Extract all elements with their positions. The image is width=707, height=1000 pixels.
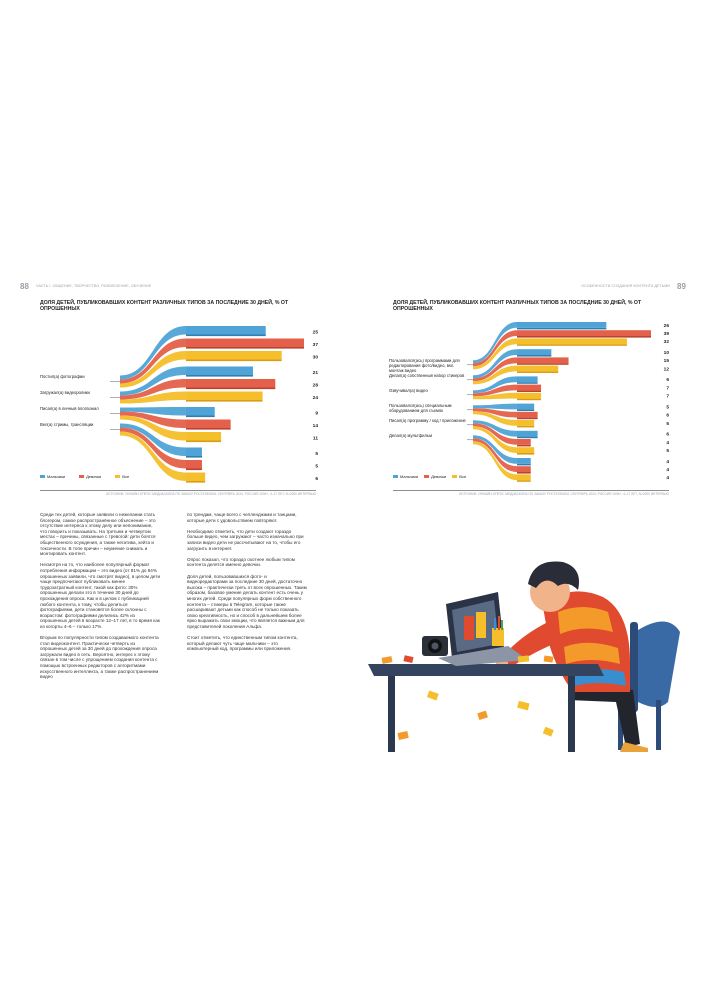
category-label: Пользовался(ась) программами для редактирования фото/видео, вкл. монтаж видео — [389, 359, 460, 373]
boy-legs — [568, 684, 640, 747]
value-label: 30 — [312, 355, 318, 361]
bar-shadow — [186, 416, 215, 418]
legend-right — [393, 474, 466, 479]
bar-shadow — [517, 409, 534, 411]
category-label: Пользовался(ась) специальным оборудованием для съемок — [389, 404, 452, 413]
paragraph: Необходимо отметить, что дети создают гораздо больше видео, чем загружают – часто изначально при записи видео дети не рассчитывают на то, чтобы его загрузить в интернет. — [187, 528, 304, 551]
value-label: 32 — [663, 340, 669, 346]
category-label: Загружал(а) видеоролики — [40, 390, 90, 395]
category-label: Делал(а) собственный набор стикеров — [389, 374, 465, 379]
bar — [186, 460, 202, 469]
swatch-girls — [79, 475, 84, 478]
value-label: 4 — [666, 476, 669, 482]
swatch-boys — [40, 475, 45, 478]
value-label: 4 — [666, 459, 669, 465]
category-label: Постил(а) фотографии — [40, 374, 85, 379]
category-label: Писал(а) программу / код / приложение — [389, 419, 466, 424]
legend-item-boys — [40, 474, 65, 479]
value-label: 28 — [312, 383, 318, 389]
bar — [517, 357, 569, 363]
paragraph: Несмотря на то, что наиболее популярный формат потребления информации – это видео (от 81% до 84% опрошенных заявили, что смотрят видео), в целом дети чаще предпочитают публиковать менее трудозатратный контент, такой как фото: 30% опрошенных делали это в течение 30 дней до прохождения опроса. Как и в целом с публикацией любого контента, к тому, чтобы делиться фотографиями, дети становятся более склонны с возрастом: фотографиями делились 42% из опрошенных детей в возрасте 12–17 лет, в то время как из когорты 4–6 – только 17%. — [40, 562, 161, 629]
paragraph: Опрос показал, что гораздо охотнее любым типом контента делятся именно девочки. — [187, 556, 295, 568]
bar — [517, 458, 531, 464]
value-label: 26 — [663, 323, 669, 329]
bar-shadow — [517, 464, 531, 466]
text-column-1 — [40, 512, 160, 685]
bar — [186, 407, 215, 416]
bar-shadow — [186, 428, 231, 430]
category-label: Делал(а) мультфильм — [389, 434, 432, 439]
bar-shadow — [186, 375, 253, 377]
paragraph: Среди тех детей, которые заявили о нежелании стать блогером, самое распространённое объяснение – это отсутствие интереса к этому делу или непонимание, что говорить и показывать. На третьем и четвертом местах – причины, связанные с тревогой: дети боятся общественного осуждения, а также негатива, хейта и токсичности. В топе причин – неумение снимать и монтировать контент. — [40, 512, 156, 557]
value-label: 7 — [666, 394, 669, 400]
bar — [517, 366, 558, 372]
bar-shadow — [186, 456, 202, 458]
swatch-all — [452, 475, 457, 478]
value-label: 5 — [666, 449, 669, 454]
bar-shadow — [517, 399, 541, 401]
value-label: 9 — [315, 411, 318, 417]
divider-right — [393, 490, 669, 491]
bar-shadow — [517, 426, 534, 428]
value-label: 15 — [663, 359, 669, 365]
legend-item-all — [452, 474, 466, 479]
bar — [186, 432, 221, 441]
bar-shadow — [517, 437, 538, 439]
category-label: Озвучивал(а) видео — [389, 389, 428, 394]
value-label: 24 — [312, 396, 318, 401]
bar — [517, 420, 534, 426]
legend-label: Все — [122, 474, 130, 479]
value-label: 5 — [315, 452, 318, 457]
bar-shadow — [186, 469, 202, 471]
bar — [186, 351, 282, 360]
page-number-left: 88 — [20, 282, 29, 291]
running-head-left: ЧАСТЬ I. ОБЩЕНИЕ, ТВОРЧЕСТВО, РАЗВЛЕЧЕНИЕ, ОБУЧЕНИЕ — [36, 284, 152, 288]
legend-label: Девочки — [431, 474, 447, 479]
bar — [517, 447, 534, 453]
value-label: 7 — [666, 386, 669, 392]
bar — [186, 420, 231, 429]
legend-item-girls — [79, 474, 101, 479]
bar-shadow — [186, 481, 205, 483]
bar-shadow — [517, 328, 606, 330]
value-label: 6 — [666, 378, 669, 384]
bar — [517, 330, 651, 336]
bar — [517, 474, 531, 480]
legend-left — [40, 474, 129, 479]
value-label: 14 — [312, 424, 318, 429]
legend-label: Девочки — [86, 474, 102, 479]
laptop-icon — [438, 592, 528, 666]
value-label: 4 — [666, 468, 669, 473]
value-label: 37 — [312, 343, 318, 348]
legend-label: Мальчики — [400, 474, 419, 479]
bar-shadow — [517, 480, 531, 482]
bar-shadow — [186, 400, 263, 402]
chart-title-left: ДОЛЯ ДЕТЕЙ, ПУБЛИКОВАВШИХ КОНТЕНТ РАЗЛИЧНЫХ ТИПОВ ЗА ПОСЛЕДНИЕ 30 ДНЕЙ, % ОТ ОПРОШЕННЫХ — [40, 300, 289, 312]
sankey-bar-chart-left — [36, 318, 326, 488]
bar — [186, 473, 205, 482]
sankey-bar-chart-right — [389, 318, 679, 488]
bar — [517, 404, 534, 410]
bar — [517, 376, 538, 382]
bar-shadow — [517, 355, 551, 357]
swatch-girls — [424, 475, 429, 478]
bar-shadow — [517, 445, 531, 447]
running-head-right: ОСОБЕННОСТИ СОЗДАНИЯ КОНТЕНТА ДЕТЬМИ — [581, 284, 670, 288]
legend-item-girls — [424, 474, 446, 479]
bar — [186, 448, 202, 457]
bar-shadow — [517, 371, 558, 373]
paragraph: Доля детей, пользовавшихся фото- и видеоредакторами за последние 30 дней, достаточно высока – практически треть от всех опрошенных. Таким образом, базовое умение делать контент есть очень у многих детей. Среди популярных форм собственного контента – стикеры в Telegram, которые также расшаривают детьми как способ не только показать свою креативность, но и способ в дальнейшем более ярко выражать свои эмоции, что является важным для представителей поколения Альфа. — [187, 573, 307, 629]
value-label: 25 — [312, 330, 318, 336]
camera-icon — [422, 636, 448, 656]
bar — [517, 393, 541, 399]
bar-shadow — [517, 344, 627, 346]
value-label: 6 — [666, 413, 669, 419]
text-column-2 — [187, 512, 307, 657]
category-label: Писал(а) в личный блог/канал — [40, 406, 99, 411]
bar — [517, 412, 538, 418]
value-label: 6 — [666, 432, 669, 438]
bar — [186, 339, 304, 348]
value-label: 12 — [663, 367, 669, 373]
category-label: Вел(а) стримы, трансляции — [40, 422, 94, 427]
bar — [517, 431, 538, 437]
bar — [517, 349, 551, 355]
bar — [186, 392, 263, 401]
legend-label: Мальчики — [47, 474, 66, 479]
swatch-all — [115, 475, 120, 478]
illustration-boy-at-laptop — [368, 552, 688, 752]
bar — [517, 338, 627, 344]
bar — [186, 326, 266, 335]
legend-item-boys — [393, 474, 418, 479]
value-label: 5 — [666, 421, 669, 427]
bar-shadow — [517, 363, 569, 365]
bar — [517, 466, 531, 472]
source-left: ИСТОЧНИК: ОНЛАЙН-ОПРОС МЕДИАСКОПА ПО ЗАКАЗУ РОСТЕЛЕКОМ, СЕНТЯБРЬ 2024, РОССИЯ 100К+, 4–17 ЛЕТ, N=2000 ИНТЕРВЬЮ — [106, 492, 316, 496]
paragraph: по трендам, чаще всего с челленджами и танцами, которые дети с удовольствием повторяют. — [187, 512, 297, 523]
divider-left — [40, 490, 316, 491]
bar-shadow — [517, 382, 538, 384]
legend-item-all — [115, 474, 129, 479]
bar-shadow — [517, 418, 538, 420]
bar — [186, 379, 275, 388]
value-label: 10 — [663, 351, 669, 356]
bar-shadow — [517, 390, 541, 392]
value-label: 5 — [315, 464, 318, 470]
page-number-right: 89 — [677, 282, 686, 291]
bar-shadow — [517, 472, 531, 474]
chart-title-right: ДОЛЯ ДЕТЕЙ, ПУБЛИКОВАВШИХ КОНТЕНТ РАЗЛИЧНЫХ ТИПОВ ЗА ПОСЛЕДНИЕ 30 ДНЕЙ, % ОТ ОПРОШЕННЫХ — [393, 300, 642, 312]
desk — [368, 664, 604, 676]
value-label: 4 — [666, 440, 669, 446]
bar — [517, 439, 531, 445]
value-label: 11 — [312, 436, 318, 442]
swatch-boys — [393, 475, 398, 478]
value-label: 5 — [666, 405, 669, 411]
source-right: ИСТОЧНИК: ОНЛАЙН-ОПРОС МЕДИАСКОПА ПО ЗАКАЗУ РОСТЕЛЕКОМ, СЕНТЯБРЬ 2024, РОССИЯ 100К+, 4–17 ЛЕТ, N=2000 ИНТЕРВЬЮ — [459, 492, 669, 496]
value-label: 6 — [315, 477, 318, 482]
bar-shadow — [186, 347, 304, 349]
value-label: 21 — [312, 371, 318, 376]
bar — [517, 385, 541, 391]
bar-shadow — [186, 388, 275, 390]
paragraph: Стоит отметить, что единственным типом контента, который делают чуть чаще мальчики – это компьютерный код, программы или приложения. — [187, 635, 298, 652]
bar-shadow — [517, 453, 534, 455]
paragraph: Вторым по популярности типом создаваемого контента стал видеоконтент. Практически четверть из опрошенных детей за 30 дней до прохождения опроса загружали видео в сеть. Вероятно, интерес к этому связан в том числе с упрощением создания контента с помощью встроенных редакторов с алгоритмами искусственного интеллекта, а также распространением видео — [40, 635, 159, 680]
bar-shadow — [186, 441, 221, 443]
bar-shadow — [186, 360, 282, 362]
bar-shadow — [186, 335, 266, 337]
bar-shadow — [517, 336, 651, 338]
value-label: 39 — [663, 332, 669, 337]
bar — [186, 367, 253, 376]
bar — [517, 322, 606, 328]
legend-label: Все — [459, 474, 467, 479]
